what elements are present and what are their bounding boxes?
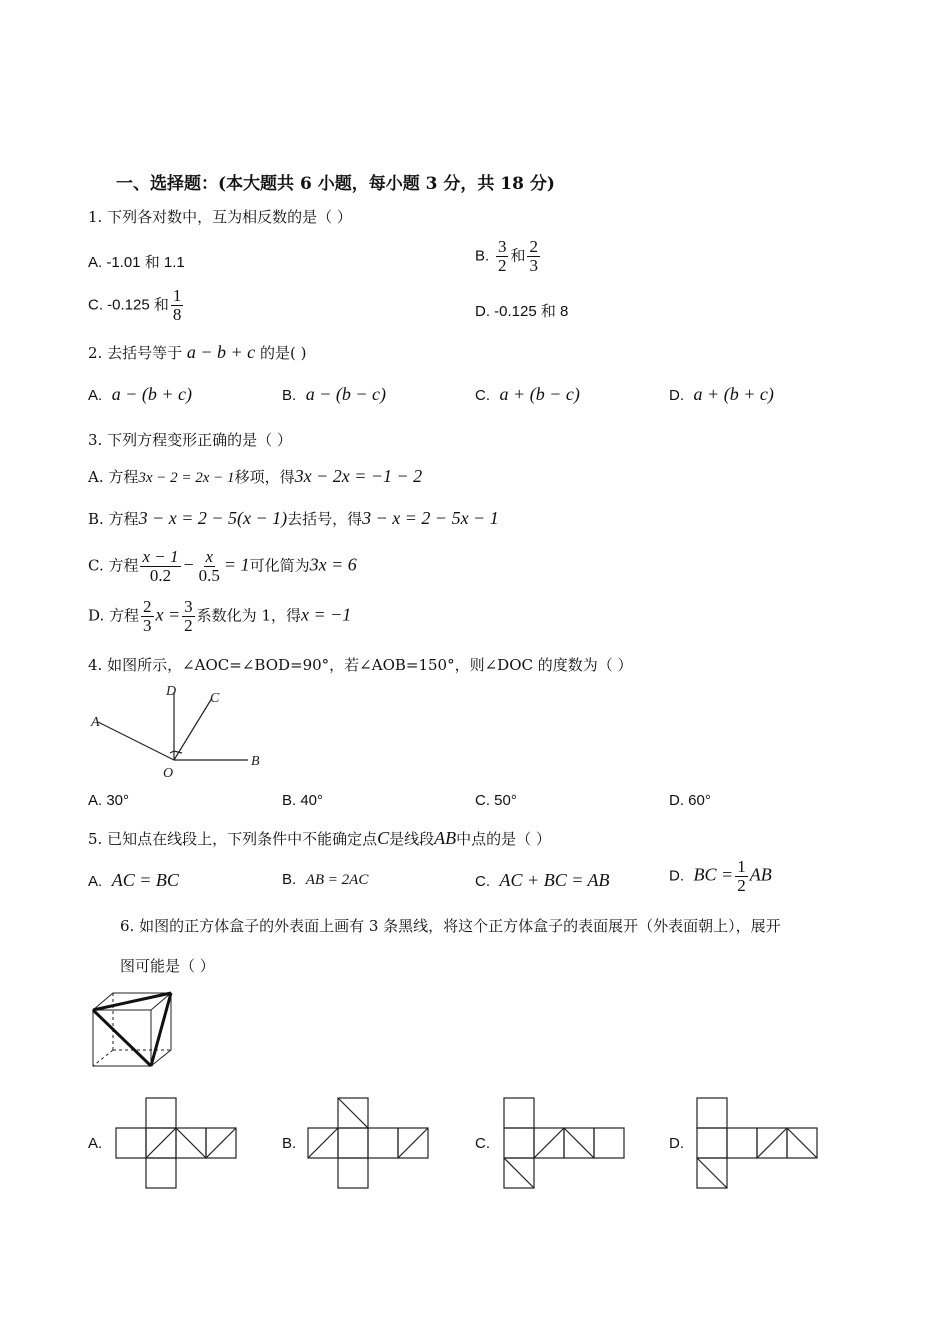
question-6-option-a: A. (88, 1135, 103, 1152)
question-1-option-c: C. -0.125 和 $\frac{1}{8}$ (88, 286, 182, 324)
question-1-option-b: B. $\frac{3}{2}$ 和 $\frac{2}{3}$ (475, 237, 538, 275)
angle-figure (86, 680, 276, 785)
question-4-stem: 4. 如图所示，∠AOC=∠BOD=90°，若∠AOB=150°，则∠DOC 的度数为（ ） (88, 656, 633, 674)
ray-oc (174, 698, 212, 760)
question-6-option-b: B. (282, 1135, 297, 1152)
question-6-option-c: C. (475, 1135, 490, 1152)
question-5-option-d: D. BC = $\frac{1}{2}$ AB (669, 857, 772, 895)
question-3-stem: 3. 下列方程变形正确的是（ ） (88, 431, 292, 449)
net-a (115, 1097, 240, 1192)
point-label-b: B (251, 754, 260, 769)
question-6-stem-line1: 6. 如图的正方体盒子的外表面上画有 3 条黑线，将这个正方体盒子的表面展开（外表面朝上），展开 (120, 917, 781, 935)
question-3-option-c: C. 方程 $\frac{x - 1}{0.2}$ − $\frac{x}{0.5}$ = 1可化简为3x = 6 (88, 547, 357, 585)
point-label-d: D (166, 684, 177, 699)
question-5-option-c: C. AC + BC = AB (475, 870, 610, 890)
point-label-c: C (210, 691, 220, 706)
fraction: $\frac{1}{8}$ (172, 286, 182, 324)
question-3-option-a: A. 方程3x − 2 = 2x − 1移项，得3x − 2x = −1 − 2 (88, 466, 423, 486)
question-2-option-c: C. a + (b − c) (475, 384, 580, 404)
question-3-option-d: D. 方程 $\frac{2}{3}$ x = $\frac{3}{2}$ 系数化为 1，得x = −1 (88, 597, 352, 635)
question-4-option-d: D. 60° (669, 792, 711, 809)
cube-figure (90, 990, 190, 1070)
question-2-option-d: D. a + (b + c) (669, 384, 774, 404)
cube-hidden-edges (93, 993, 171, 1066)
question-2-stem: 2. 去括号等于 a − b + c 的是( ) (88, 342, 307, 362)
question-4-option-c: C. 50° (475, 792, 517, 809)
question-5-option-a: A. AC = BC (88, 870, 179, 890)
net-d (696, 1097, 821, 1192)
question-1-option-a: A. -1.01 和 1.1 (88, 254, 185, 271)
question-5-option-b: B. AB = 2AC (282, 871, 369, 888)
fraction: $\frac{2}{3}$ (529, 237, 538, 275)
cube-black-lines (93, 993, 171, 1066)
fraction: $\frac{1}{2}$ (737, 857, 746, 895)
net-b (307, 1097, 432, 1192)
point-label-o: O (163, 766, 174, 781)
fraction: $\frac{2}{3}$ (143, 597, 152, 635)
cube-back-edges (93, 993, 171, 1066)
section-heading: 一、选择题：(本大题共 6 小题，每小题 3 分，共 18 分) (116, 174, 555, 194)
point-label-a: A (91, 715, 100, 730)
option-label: B. (475, 247, 490, 265)
question-6-option-d: D. (669, 1135, 684, 1152)
fraction: $\frac{x - 1}{0.2}$ (142, 547, 179, 585)
question-1-option-d: D. -0.125 和 8 (475, 303, 569, 320)
net-c (503, 1097, 628, 1192)
angle-arc (170, 751, 182, 753)
fraction: $\frac{x}{0.5}$ (198, 547, 220, 585)
question-4-option-a: A. 30° (88, 792, 130, 809)
question-3-option-b: B. 方程3 − x = 2 − 5(x − 1)去括号，得3 − x = 2 − 5x − 1 (88, 508, 499, 528)
question-4-option-b: B. 40° (282, 792, 324, 809)
question-2-option-b: B. a − (b − c) (282, 384, 387, 404)
fraction: $\frac{3}{2}$ (497, 237, 507, 275)
question-1-stem: 1. 下列各对数中，互为相反数的是（ ） (88, 208, 352, 226)
fraction: $\frac{3}{2}$ (184, 597, 193, 635)
question-6-stem-line2: 图可能是（ ） (120, 957, 215, 975)
question-2-option-a: A. a − (b + c) (88, 384, 193, 404)
ray-oa (98, 722, 174, 760)
question-5-stem: 5. 已知点在线段上，下列条件中不能确定点C是线段AB中点的是（ ） (88, 828, 551, 848)
